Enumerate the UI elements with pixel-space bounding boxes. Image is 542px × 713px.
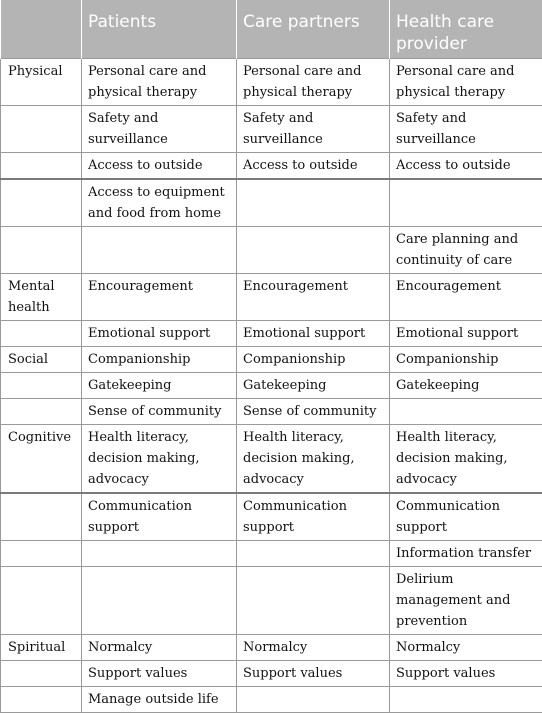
patients-cell — [82, 567, 237, 635]
patients-cell: Manage outside life — [82, 687, 237, 713]
care-partners-cell: Sense of community — [237, 399, 390, 425]
care-partners-cell: Normalcy — [237, 635, 390, 661]
domain-cell — [1, 106, 82, 153]
table-row — [1, 153, 542, 180]
table-row — [1, 661, 542, 687]
provider-cell: Emotional support — [390, 321, 542, 347]
provider-cell: Encouragement — [390, 274, 542, 321]
provider-cell: Access to outside — [390, 153, 542, 180]
patients-cell: Gatekeeping — [82, 373, 237, 399]
care-partners-cell: Communication support — [237, 493, 390, 541]
provider-cell — [390, 399, 542, 425]
provider-cell: Health literacy, decision making, advocacy — [390, 425, 542, 494]
table-row — [1, 373, 542, 399]
provider-cell: Personal care and physical therapy — [390, 59, 542, 106]
table-row — [1, 347, 542, 373]
care-partners-cell — [237, 227, 390, 274]
patients-cell: Access to equipment and food from home — [82, 179, 237, 227]
care-partners-cell: Gatekeeping — [237, 373, 390, 399]
table-row — [1, 274, 542, 321]
table-row — [1, 635, 542, 661]
care-partners-cell — [237, 687, 390, 713]
provider-cell: Support values — [390, 661, 542, 687]
header-patients: Patients — [82, 0, 237, 59]
table-row — [1, 425, 542, 494]
header-care-partners: Care partners — [237, 0, 390, 59]
patients-cell: Encouragement — [82, 274, 237, 321]
provider-cell: Normalcy — [390, 635, 542, 661]
table-row — [1, 493, 542, 541]
provider-cell: Gatekeeping — [390, 373, 542, 399]
provider-cell: Delirium management and prevention — [390, 567, 542, 635]
care-partners-cell: Health literacy, decision making, advocacy — [237, 425, 390, 494]
table-row — [1, 321, 542, 347]
table-row — [1, 179, 542, 227]
patients-cell: Support values — [82, 661, 237, 687]
provider-cell: Companionship — [390, 347, 542, 373]
provider-cell: Information transfer — [390, 541, 542, 567]
domain-cell: Physical — [1, 59, 82, 106]
table-row — [1, 227, 542, 274]
header-row — [1, 0, 542, 59]
domain-cell — [1, 321, 82, 347]
patients-cell — [82, 541, 237, 567]
domain-cell — [1, 153, 82, 180]
domain-cell — [1, 567, 82, 635]
patients-cell: Access to outside — [82, 153, 237, 180]
domain-cell — [1, 687, 82, 713]
domain-cell — [1, 661, 82, 687]
domain-cell — [1, 373, 82, 399]
table-row — [1, 399, 542, 425]
patients-cell: Normalcy — [82, 635, 237, 661]
patients-cell: Safety and surveillance — [82, 106, 237, 153]
care-partners-cell: Personal care and physical therapy — [237, 59, 390, 106]
provider-cell — [390, 179, 542, 227]
domain-cell — [1, 179, 82, 227]
domain-cell — [1, 399, 82, 425]
care-partners-cell: Access to outside — [237, 153, 390, 180]
care-partners-cell — [237, 541, 390, 567]
care-partners-cell: Safety and surveillance — [237, 106, 390, 153]
domain-cell: Spiritual — [1, 635, 82, 661]
patients-cell: Health literacy, decision making, advocacy — [82, 425, 237, 494]
header-domain — [1, 0, 82, 59]
table-row — [1, 541, 542, 567]
table-row — [1, 567, 542, 635]
care-partners-cell: Support values — [237, 661, 390, 687]
domain-cell — [1, 541, 82, 567]
patients-cell: Emotional support — [82, 321, 237, 347]
care-partners-cell: Companionship — [237, 347, 390, 373]
table-row — [1, 106, 542, 153]
patients-cell — [82, 227, 237, 274]
provider-cell: Safety and surveillance — [390, 106, 542, 153]
patients-cell: Companionship — [82, 347, 237, 373]
table-row — [1, 687, 542, 713]
care-partners-cell — [237, 179, 390, 227]
domain-cell — [1, 227, 82, 274]
table-row — [1, 59, 542, 106]
care-partners-cell: Encouragement — [237, 274, 390, 321]
domain-cell: Cognitive — [1, 425, 82, 494]
provider-cell — [390, 687, 542, 713]
care-partners-cell — [237, 567, 390, 635]
header-health-care-provider: Health care provider — [390, 0, 542, 59]
patients-cell: Communication support — [82, 493, 237, 541]
care-partners-cell: Emotional support — [237, 321, 390, 347]
domain-cell: Mental health — [1, 274, 82, 321]
domain-cell — [1, 493, 82, 541]
provider-cell: Care planning and continuity of care — [390, 227, 542, 274]
patients-cell: Sense of community — [82, 399, 237, 425]
provider-cell: Communication support — [390, 493, 542, 541]
domain-cell: Social — [1, 347, 82, 373]
patients-cell: Personal care and physical therapy — [82, 59, 237, 106]
